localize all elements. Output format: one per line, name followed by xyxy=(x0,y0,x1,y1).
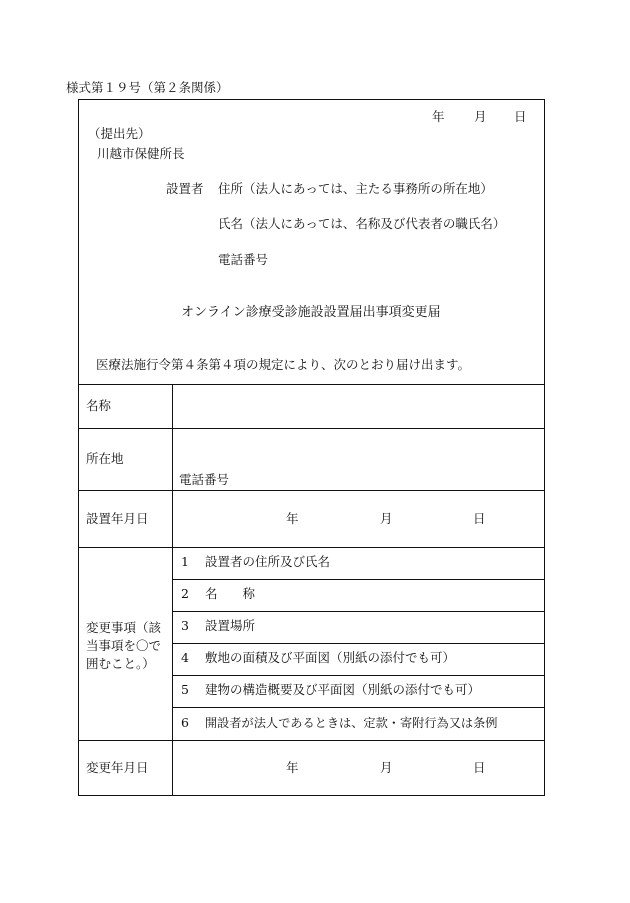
change-date-day: 日 xyxy=(473,760,486,775)
name-field[interactable] xyxy=(173,385,545,428)
change-date-month: 月 xyxy=(380,760,393,775)
recipient-label: （提出先） xyxy=(88,126,151,141)
change-item-text: 設置者の住所及び氏名 xyxy=(205,554,331,569)
change-item[interactable] xyxy=(181,684,189,697)
location-phone-label: 電話番号 xyxy=(179,472,230,487)
setup-date-year: 年 xyxy=(286,511,299,526)
applicant-label: 設置者 xyxy=(166,181,204,196)
change-item-number: 1 xyxy=(181,554,189,569)
form-title: オンライン診療受診施設設置届出事項変更届 xyxy=(181,305,441,320)
change-date-field[interactable] xyxy=(173,741,545,796)
applicant-name: 氏名（法人にあっては、名称及び代表者の職氏名） xyxy=(218,216,506,231)
change-items-label: 変更事項（該 当事項を〇で 囲むこと。） xyxy=(86,620,162,671)
statement: 医療法施行令第４条第４項の規定により、次のとおり届け出ます。 xyxy=(96,357,471,372)
change-item-text: 設置場所 xyxy=(205,618,256,633)
divider-item-1 xyxy=(172,579,545,580)
date-month: 月 xyxy=(474,109,487,124)
change-item[interactable] xyxy=(181,717,189,730)
change-date-year: 年 xyxy=(286,760,299,775)
setup-date-day: 日 xyxy=(473,511,486,526)
name-label: 名称 xyxy=(86,398,112,413)
change-item-text: 敷地の面積及び平面図（別紙の添付でも可） xyxy=(205,650,456,665)
change-item-text: 開設者が法人であるときは、定款・寄附行為又は条例 xyxy=(205,716,498,730)
change-item[interactable] xyxy=(181,556,189,569)
setup-date-label: 設置年月日 xyxy=(86,511,149,526)
date-day: 日 xyxy=(514,109,527,124)
setup-date-field[interactable] xyxy=(173,491,545,547)
location-label: 所在地 xyxy=(86,451,124,466)
change-item-number: 2 xyxy=(181,586,189,601)
change-item-text: 名 称 xyxy=(205,586,256,601)
change-item-number: 6 xyxy=(181,715,189,730)
change-item-number: 5 xyxy=(181,682,189,697)
divider-setup-date-row xyxy=(78,547,545,548)
change-item[interactable] xyxy=(181,588,189,601)
divider-item-3 xyxy=(172,643,545,644)
change-item-number: 4 xyxy=(181,650,189,665)
date-year: 年 xyxy=(432,109,445,124)
setup-date-month: 月 xyxy=(380,511,393,526)
change-item-number: 3 xyxy=(181,618,189,633)
change-item[interactable] xyxy=(181,620,189,633)
divider-item-5 xyxy=(172,707,545,708)
divider-item-2 xyxy=(172,611,545,612)
form-number: 様式第１９号（第２条関係） xyxy=(66,80,229,95)
divider-item-4 xyxy=(172,675,545,676)
change-item[interactable] xyxy=(181,652,189,665)
recipient-name: 川越市保健所長 xyxy=(97,146,185,161)
applicant-address: 住所（法人にあっては、主たる事務所の所在地） xyxy=(218,181,493,196)
change-item-text: 建物の構造概要及び平面図（別紙の添付でも可） xyxy=(205,682,481,697)
applicant-phone: 電話番号 xyxy=(218,252,269,267)
change-date-label: 変更年月日 xyxy=(86,760,149,775)
